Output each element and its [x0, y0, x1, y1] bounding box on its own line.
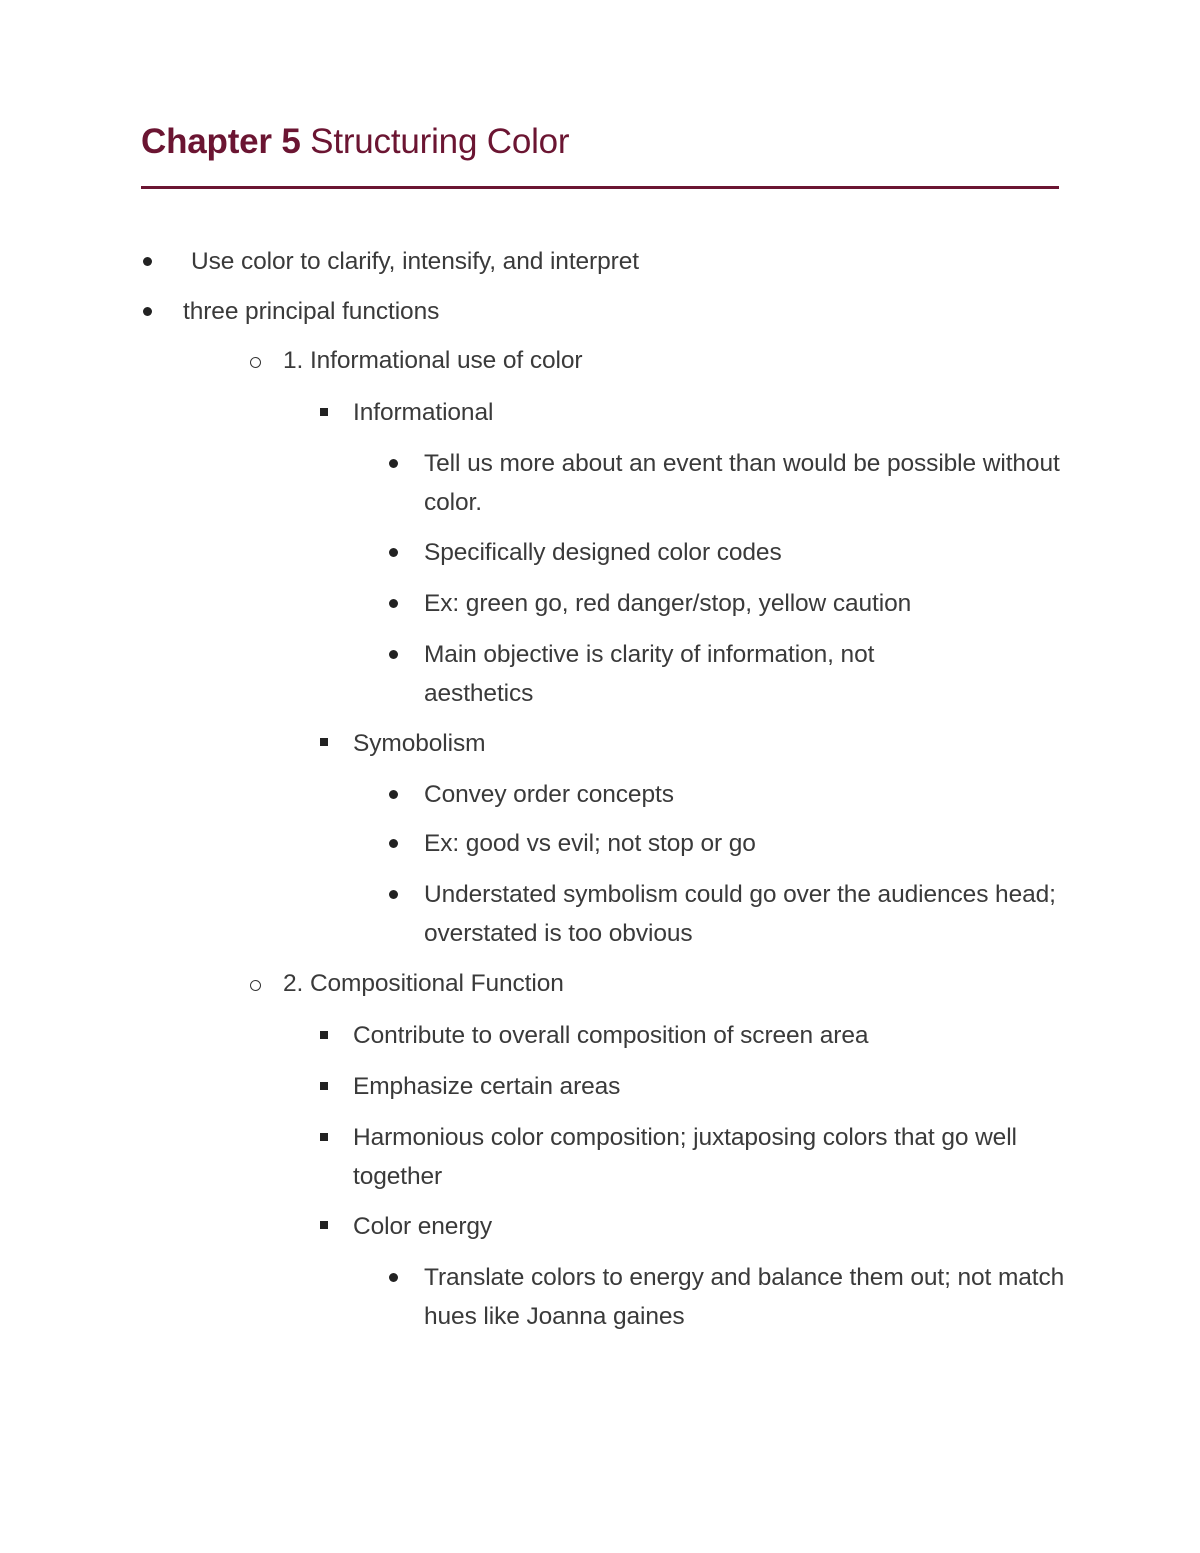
square-bullet-icon — [320, 1031, 328, 1039]
list-item-text: Contribute to overall composition of screen area — [353, 1022, 869, 1049]
chapter-number: Chapter 5 — [141, 122, 301, 161]
list-item — [424, 1258, 1074, 1336]
square-bullet-icon — [320, 1221, 328, 1229]
square-bullet-icon — [320, 408, 328, 416]
list-item — [283, 341, 1043, 380]
square-bullet-icon — [320, 1082, 328, 1090]
list-item — [353, 724, 1043, 763]
hollow-circle-icon — [250, 980, 261, 991]
list-item — [424, 444, 1064, 522]
chapter-title: Structuring Color — [310, 122, 570, 161]
list-item-text: three principal functions — [183, 298, 440, 325]
bullet-dot-icon — [389, 599, 398, 608]
list-item-text: Emphasize certain areas — [353, 1073, 621, 1100]
list-item — [353, 393, 1043, 432]
list-item-text: Symobolism — [353, 730, 486, 757]
square-bullet-icon — [320, 1133, 328, 1141]
bullet-dot-icon — [389, 1273, 398, 1282]
bullet-dot-icon — [389, 459, 398, 468]
bullet-dot-icon — [389, 839, 398, 848]
list-item-text: Understated symbolism could go over the audiences head; overstated is too obvious — [424, 881, 1056, 947]
list-item-text: Translate colors to energy and balance them out; not match hues like Joanna gaines — [424, 1264, 1065, 1330]
document-title — [141, 120, 569, 164]
list-item — [424, 824, 1064, 863]
bullet-dot-icon — [143, 307, 152, 316]
title-underline — [141, 186, 1059, 189]
list-item — [353, 1118, 1053, 1196]
list-item-text: 2. Compositional Function — [283, 970, 564, 997]
hollow-circle-icon — [250, 357, 261, 368]
bullet-dot-icon — [389, 650, 398, 659]
list-item — [353, 1016, 1053, 1055]
list-item — [353, 1067, 1053, 1106]
list-item — [424, 875, 1074, 953]
list-item — [424, 533, 1064, 572]
list-item-text: Informational — [353, 399, 494, 426]
list-item — [183, 292, 1043, 331]
list-item-text: Ex: good vs evil; not stop or go — [424, 830, 756, 857]
list-item-text: 1. Informational use of color — [283, 347, 583, 374]
list-item-text: Use color to clarify, intensify, and interpret — [191, 248, 639, 275]
list-item-text: Specifically designed color codes — [424, 539, 782, 566]
list-item-text: Color energy — [353, 1213, 493, 1240]
list-item-text: Main objective is clarity of information, not aesthetics — [424, 641, 875, 707]
list-item — [283, 964, 1043, 1003]
list-item — [353, 1207, 1053, 1246]
square-bullet-icon — [320, 738, 328, 746]
list-item-text: Ex: green go, red danger/stop, yellow caution — [424, 590, 912, 617]
bullet-dot-icon — [389, 548, 398, 557]
list-item — [191, 242, 1051, 281]
list-item — [424, 584, 1064, 623]
bullet-dot-icon — [389, 790, 398, 799]
bullet-dot-icon — [389, 890, 398, 899]
list-item-text: Convey order concepts — [424, 781, 674, 808]
bullet-dot-icon — [143, 257, 152, 266]
list-item — [424, 635, 984, 713]
list-item-text: Harmonious color composition; juxtaposing colors that go well together — [353, 1124, 1017, 1190]
list-item — [424, 775, 1064, 814]
list-item-text: Tell us more about an event than would be possible without color. — [424, 450, 1060, 516]
